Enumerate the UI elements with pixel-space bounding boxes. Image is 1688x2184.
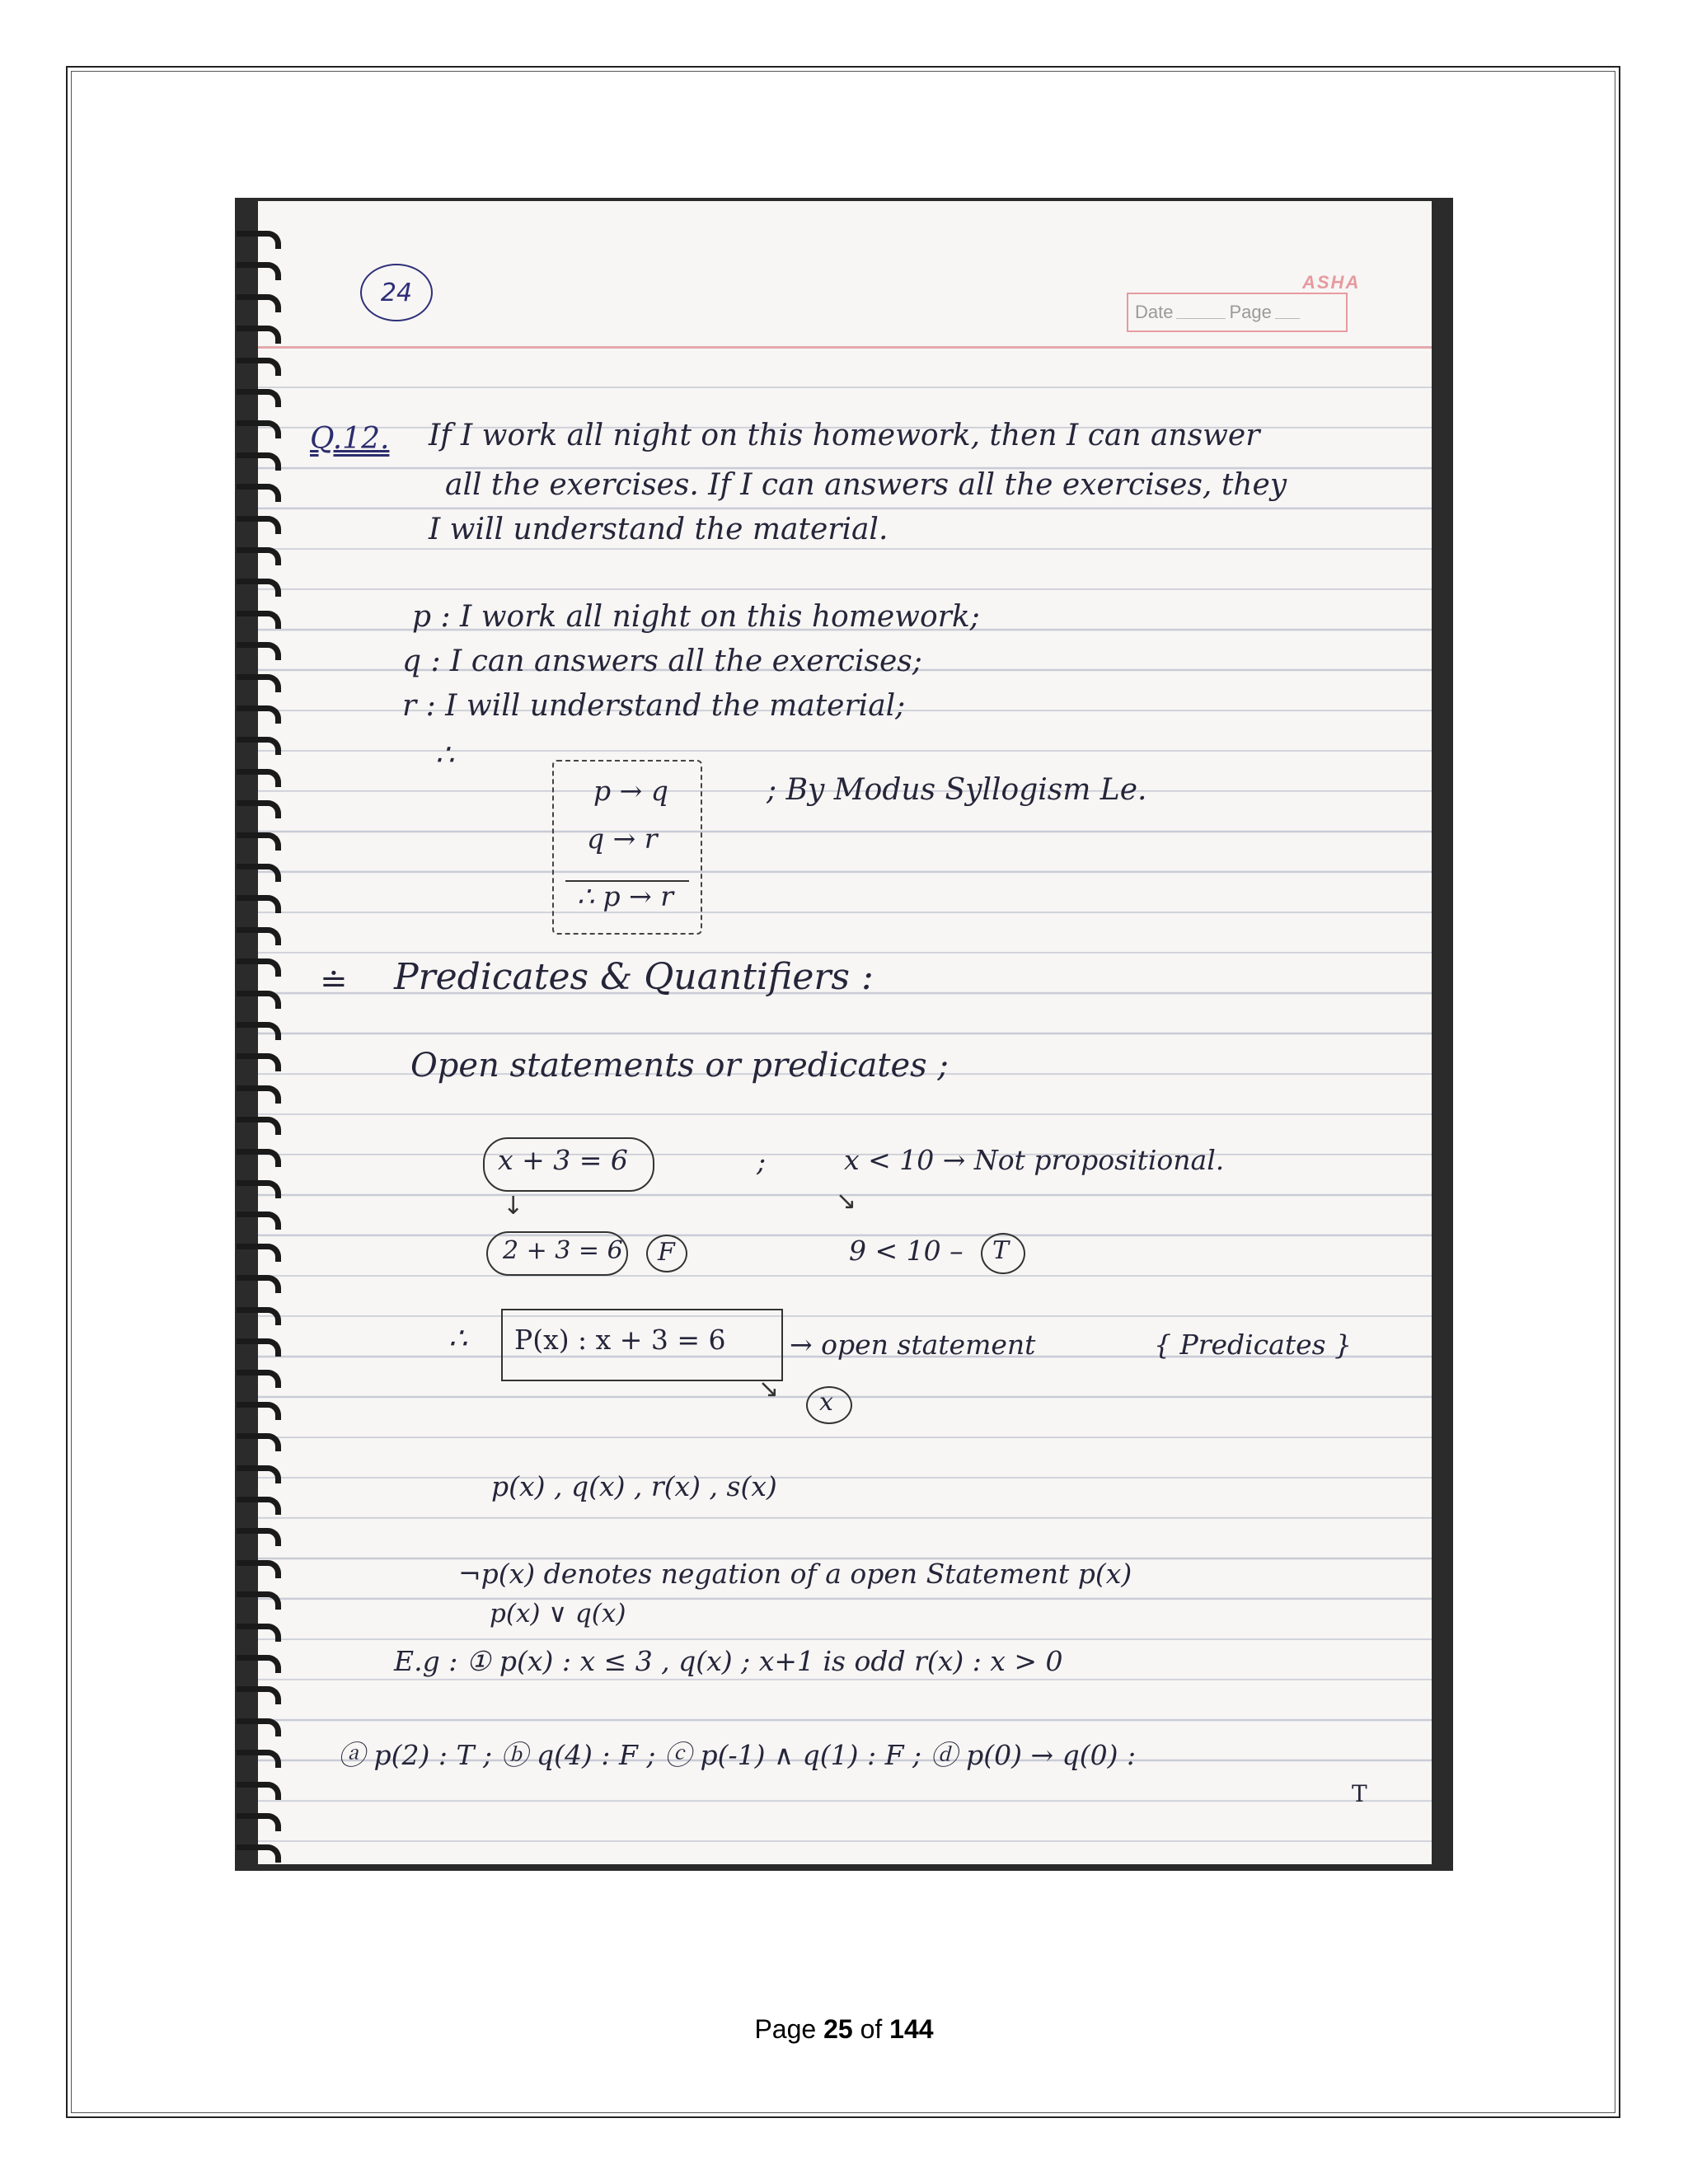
footer-of: of [860,2014,883,2044]
spiral-coil [237,547,281,565]
question-line-1: If I work all night on this homework, then I can answer [429,419,1260,452]
inequality-2: 9 < 10 – [849,1235,964,1267]
x-variable: x [819,1388,833,1417]
spiral-coil [237,737,281,755]
q-definition: q : I can answers all the exercises; [402,644,922,678]
spiral-coil [237,611,281,629]
spiral-coil [237,1560,281,1578]
spiral-coil [237,326,281,344]
spiral-coil [237,420,281,438]
spiral-coil [237,1212,281,1230]
spiral-coil [237,674,281,692]
predicates-label: { Predicates } [1154,1329,1353,1361]
date-label: Date [1135,302,1174,322]
answers-line: ⓐ p(2) : T ; ⓑ q(4) : F ; ⓒ p(-1) ∧ q(1) : F ; ⓓ p(0) → q(0) : [338,1739,1137,1771]
example-line: E.g : ① p(x) : x ≤ 3 , q(x) ; x+1 is odd r(x) : x > 0 [394,1645,1063,1677]
ineq2-value: T [992,1236,1010,1265]
spiral-coil [237,1686,281,1704]
page-label: Page [1229,302,1272,322]
spiral-coil [237,1053,281,1071]
spiral-coil [237,294,281,312]
spiral-coil [237,358,281,376]
eq2-value: F [658,1238,675,1267]
therefore-symbol-2: ∴ [448,1322,467,1356]
spiral-coil [237,1782,281,1800]
spiral-coil [237,262,281,280]
spiral-coil [237,1307,281,1325]
page-footer [0,2014,1688,2045]
spiral-coil [237,1402,281,1420]
question-label: Q.12. [310,422,390,456]
equation-1: x + 3 = 6 [498,1144,628,1176]
spiral-coil [237,1149,281,1167]
spiral-coil [237,1180,281,1198]
spiral-coil [237,389,281,407]
spiral-coil [237,1085,281,1104]
spiral-coil [237,1624,281,1642]
spiral-coil [237,1591,281,1610]
spiral-coil [237,705,281,724]
px-definition: P(x) : x + 3 = 6 [514,1324,726,1356]
equation-2: 2 + 3 = 6 [503,1236,623,1265]
spiral-coil [237,516,281,534]
spiral-coil [237,991,281,1009]
spiral-coil [237,895,281,913]
spiral-coil [237,832,281,851]
spiral-coil [237,1465,281,1483]
inequality-1: x < 10 → Not propositional. [844,1144,1225,1176]
spiral-coil [237,864,281,882]
question-line-2: all the exercises. If I can answers all the exercises, they [445,468,1287,502]
bullet-mark: ≐ [320,963,348,1001]
arrow-to-x-icon: ↘ [758,1375,780,1404]
spiral-binding [235,198,288,1871]
spiral-coil [237,1433,281,1451]
p-definition: p : I work all night on this homework; [412,600,980,634]
spiral-coil [237,1528,281,1546]
open-statements-heading: Open statements or predicates ; [410,1047,949,1085]
predicate-functions: p(x) , q(x) , r(x) , s(x) [491,1470,777,1502]
premise-1: p → q [593,775,668,807]
rule-name: ; By Modus Syllogism Le. [767,773,1147,807]
down-arrow-icon: ↓ [503,1192,524,1221]
spiral-coil [237,769,281,787]
down-arrow-icon-2: ↘ [836,1187,857,1216]
spiral-coil [237,1844,281,1863]
spiral-coil [237,1117,281,1135]
semicolon: ; [757,1146,767,1178]
spiral-coil [237,579,281,597]
spiral-coil [237,1338,281,1357]
footer-total-pages: 144 [889,2014,934,2044]
disjunction-line: p(x) ∨ q(x) [490,1599,626,1629]
answer-d-value: T [1352,1780,1367,1807]
notebook-page-number: 24 [360,264,433,321]
spiral-coil [237,958,281,977]
margin-rule [258,346,1432,349]
spiral-coil [237,231,281,249]
spiral-coil [237,1022,281,1040]
therefore-symbol: ∴ [435,738,454,772]
spiral-coil [237,1718,281,1736]
spiral-coil [237,1655,281,1673]
spiral-coil [237,1275,281,1293]
spiral-coil [237,1370,281,1388]
open-statement-label: → open statement [790,1329,1036,1361]
spiral-coil [237,1750,281,1768]
r-definition: r : I will understand the material; [402,689,906,723]
spiral-coil [237,927,281,945]
question-line-3: I will understand the material. [429,513,889,546]
conclusion: ∴ p → r [577,880,674,912]
date-page-box [1127,293,1348,332]
spiral-coil [237,484,281,502]
spiral-coil [237,1813,281,1831]
footer-prefix: Page [754,2014,817,2044]
section-title: Predicates & Quantifiers : [394,956,874,998]
spiral-coil [237,642,281,660]
premise-2: q → r [587,823,658,855]
spiral-coil [237,800,281,818]
footer-current-page: 25 [823,2014,853,2044]
spiral-coil [237,1244,281,1262]
spiral-coil [237,452,281,471]
spiral-coil [237,1497,281,1515]
brand-logo: ASHA [1302,272,1361,293]
negation-line: ¬p(x) denotes negation of a open Statement p(x) [458,1558,1132,1590]
